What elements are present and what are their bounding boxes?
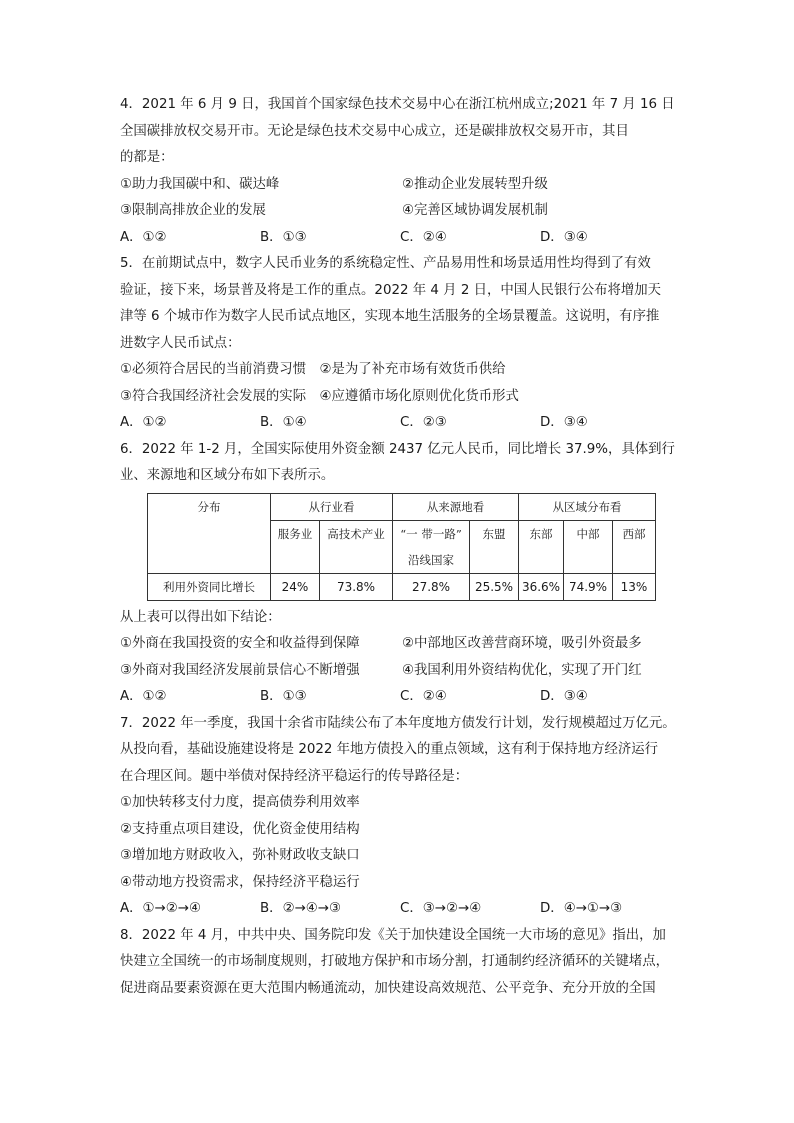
question-stem-line: 快建立全国统一的市场制度规则，打破地方保护和市场分割，打通制约经济循环的关键堵点， (120, 954, 670, 969)
question-stem-line: 全国碳排放权交易开市。无论是绿色技术交易中心成立，还是碳排放权交易开市，其目 (120, 123, 629, 139)
question-stem-line: 验证，接下来，场景普及将是工作的重点。2022 年 4 月 2 日，中国人民银行公布将增加天 (120, 282, 662, 298)
question-stem-line: 津等 6 个城市作为数字人民币试点地区，实现本地生活服务的全场景覆盖。这说明，有序推 (120, 309, 660, 324)
statement-1: ①加快转移支付力度，提高债券利用效率 (120, 795, 360, 810)
choice-a[interactable]: A．①→②→④ (120, 901, 202, 916)
statement-4: ④带动地方投资需求，保持经济平稳运行 (120, 874, 360, 890)
statement-row (120, 198, 680, 225)
statement-row: ①必须符合居民的当前消费习惯 ②是为了补充市场有效货币供给 (120, 362, 506, 377)
statement-3: ③限制高排放企业的发展 (120, 203, 266, 218)
choice-d[interactable]: D．③④ (540, 415, 588, 430)
choice-b[interactable]: B．①④ (260, 415, 307, 430)
question-stem-line: 8．2022 年 4 月，中共中央、国务院印发《关于加快建设全国统一大市场的意见》指出，加 (120, 927, 666, 943)
table-cell: 27.8% (393, 573, 470, 600)
question-text: 从上表可以得出如下结论： (120, 609, 281, 625)
table-cell: 36.6% (519, 573, 564, 600)
choice-b[interactable]: B．①③ (260, 229, 307, 245)
question-6 (120, 437, 680, 711)
answer-choices (120, 410, 680, 437)
question-stem-line: 在合理区间。题中举债对保持经济平稳运行的传导路径是： (120, 768, 469, 784)
answer-choices (120, 684, 680, 711)
choice-c[interactable]: C．③→②→④ (400, 901, 482, 916)
choice-c[interactable]: C．②④ (400, 689, 447, 704)
choice-d[interactable]: D．③④ (540, 689, 588, 704)
table-group-header: 从行业看 (271, 493, 393, 520)
statement-2: ②支持重点项目建设，优化资金使用结构 (120, 821, 360, 837)
table-group-header: 从来源地看 (393, 493, 519, 520)
table-sub-header: 东部 (519, 520, 564, 573)
table-sub-header: 东盟 (470, 520, 519, 573)
table-cell: 73.8% (320, 573, 393, 600)
answer-choices (120, 896, 680, 923)
statement-row (120, 631, 680, 658)
table-cell: 74.9% (564, 573, 613, 600)
choice-b[interactable]: B．②→④→③ (260, 901, 342, 916)
table-sub-header: 服务业 (271, 520, 320, 573)
question-stem-line: 从投向看，基础设施建设将是 2022 年地方债投入的重点领域，这有利于保持地方经济运行 (120, 742, 659, 757)
table-sub-header: 西部 (613, 520, 656, 573)
question-8 (120, 923, 680, 1003)
table-cell: 25.5% (470, 573, 519, 600)
question-stem-line: 业、来源地和区域分布如下表所示。 (120, 468, 335, 483)
statement-1: ①助力我国碳中和、碳达峰 (120, 176, 280, 192)
choice-a[interactable]: A．①② (120, 415, 167, 430)
choice-c[interactable]: C．②③ (400, 415, 447, 430)
choice-a[interactable]: A．①② (120, 229, 167, 245)
statement-2: ②推动企业发展转型升级 (402, 176, 548, 192)
question-stem-line: 5．在前期试点中，数字人民币业务的系统稳定性、产品易用性和场景适用性均得到了有效 (120, 256, 651, 271)
question-stem-line: 6．2022 年 1-2 月，全国实际使用外资金额 2437 亿元人民币，同比增长 37.9%，具体到行 (120, 441, 675, 457)
statement-row (120, 658, 680, 685)
table-group-header: 从区域分布看 (519, 493, 656, 520)
table-sub-header-line: 沿线国家 (408, 552, 454, 567)
question-stem-line: 进数字人民币试点： (120, 335, 241, 351)
choice-a[interactable]: A．①② (120, 689, 167, 704)
statement-3: ③增加地方财政收入，弥补财政收支缺口 (120, 848, 360, 863)
table-cell: 24% (271, 573, 320, 600)
question-stem-line: 的都是： (120, 150, 174, 165)
table-cell: 13% (613, 573, 656, 600)
choice-c[interactable]: C．②④ (400, 229, 447, 245)
statement-1: ①外商在我国投资的安全和收益得到保障 (120, 636, 360, 651)
table-sub-header: 高技术产业 (320, 520, 393, 573)
statement-3: ③外商对我国经济发展前景信心不断增强 (120, 662, 360, 678)
statement-2: ②中部地区改善营商环境，吸引外资最多 (402, 636, 642, 651)
foreign-investment-table (147, 493, 656, 601)
table-sub-header: 中部 (564, 520, 613, 573)
table-sub-header (393, 520, 470, 573)
answer-choices (120, 225, 680, 252)
statement-row: ③符合我国经济社会发展的实际 ④应遵循市场化原则优化货币形式 (120, 388, 519, 404)
statement-4: ④我国利用外资结构优化，实现了开门红 (402, 662, 642, 678)
table-sub-header-line: “一 带一路” (400, 526, 462, 541)
choice-b[interactable]: B．①③ (260, 689, 307, 704)
statement-4: ④完善区域协调发展机制 (402, 203, 548, 218)
statement-row (120, 172, 680, 199)
question-5 (120, 251, 680, 437)
question-7 (120, 711, 680, 923)
question-stem-line: 4．2021 年 6 月 9 日，我国首个国家绿色技术交易中心在浙江杭州成立;2021 年 7 月 16 日 (120, 97, 675, 112)
table-corner-header: 分布 (148, 493, 271, 573)
choice-d[interactable]: D．③④ (540, 229, 588, 245)
question-4 (120, 92, 680, 251)
table-row-label: 利用外资同比增长 (148, 573, 271, 600)
question-stem-line: 7．2022 年一季度，我国十余省市陆续公布了本年度地方债发行计划，发行规模超过万亿元。 (120, 715, 676, 731)
choice-d[interactable]: D．④→①→③ (540, 901, 623, 916)
exam-page (120, 92, 680, 1002)
question-stem-line: 促进商品要素资源在更大范围内畅通流动，加快建设高效规范、公平竞争、充分开放的全国 (120, 980, 656, 996)
